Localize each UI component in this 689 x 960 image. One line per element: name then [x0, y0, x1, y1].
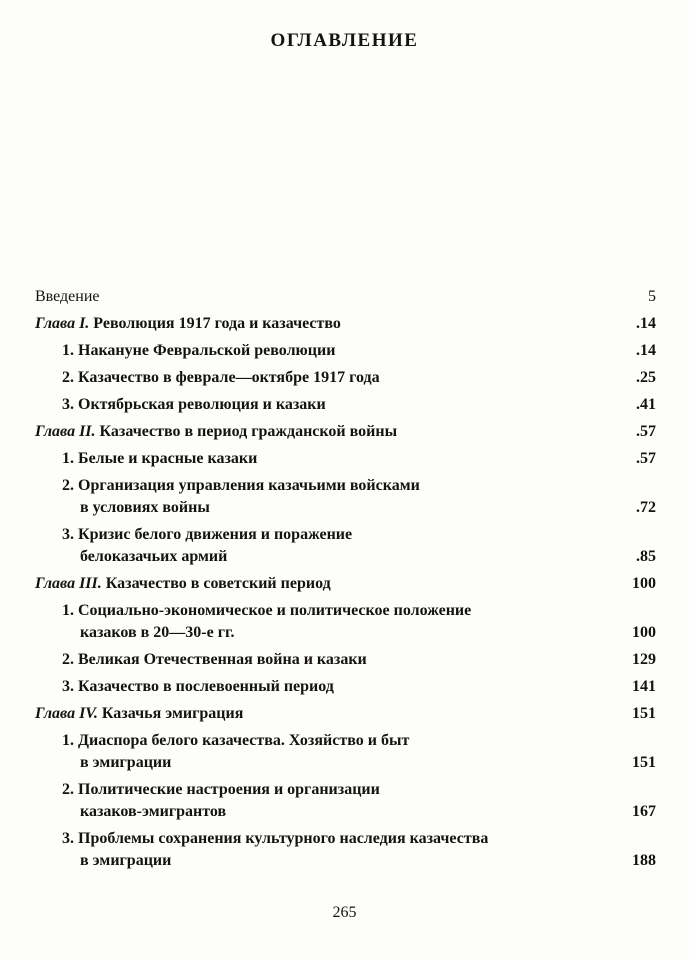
toc-chapter-label: Глава I.	[35, 315, 90, 332]
toc-entry	[35, 421, 656, 443]
toc-entry	[35, 340, 656, 362]
toc-entry-text: Глава IV. Казачья эмиграция	[35, 705, 244, 722]
toc-entry	[35, 676, 656, 698]
toc-entry-page: .57	[636, 450, 656, 467]
toc-entry	[35, 573, 656, 595]
toc-entry-page: 100	[632, 575, 656, 592]
toc-entry-text: 2. Политические настроения и организации казаков-эмигрантов	[62, 781, 380, 820]
toc-entry-page: 151	[632, 705, 656, 722]
toc-entry-page: .72	[636, 499, 656, 516]
toc-entry-text: Введение	[35, 288, 100, 305]
toc-entry-page: 188	[632, 852, 656, 869]
toc-chapter-label: Глава II.	[35, 423, 96, 440]
page-title: ОГЛАВЛЕНИЕ	[270, 30, 419, 51]
toc-entry-page: 5	[648, 288, 656, 305]
toc-entry	[35, 524, 656, 568]
toc-entry-page: 141	[632, 678, 656, 695]
toc-entry-page: .14	[636, 342, 656, 359]
toc-entry-text: 1. Диаспора белого казачества. Хозяйство и быт в эмиграции	[62, 732, 410, 771]
toc-entry	[35, 703, 656, 725]
toc-chapter-label: Глава III.	[35, 575, 102, 592]
toc-entry-text: 2. Великая Отечественная война и казаки	[62, 651, 367, 668]
toc-entry-page: .41	[636, 396, 656, 413]
toc-entry-page: .57	[636, 423, 656, 440]
toc-entry-text: 2. Казачество в феврале—октябре 1917 года	[62, 369, 380, 386]
toc-entry-text: Глава I. Революция 1917 года и казачество	[35, 315, 341, 332]
toc-entry-page: 167	[632, 803, 656, 820]
toc-entry	[35, 394, 656, 416]
toc-entry	[35, 828, 656, 872]
toc-entry-text: 3. Кризис белого движения и поражение белоказачьих армий	[62, 526, 353, 565]
toc-entry	[35, 649, 656, 671]
toc-entry-text: Глава II. Казачество в период гражданской войны	[35, 423, 398, 440]
toc-entry-text: 1. Белые и красные казаки	[62, 450, 258, 467]
toc-entry	[35, 286, 656, 308]
toc-entry	[35, 313, 656, 335]
toc-entry-text: 1. Накануне Февральской революции	[62, 342, 336, 359]
toc-entry-text: 2. Организация управления казачьими войсками в условиях войны	[62, 477, 420, 516]
toc-entry-text: 3. Октябрьская революция и казаки	[62, 396, 326, 413]
toc-entry	[35, 367, 656, 389]
toc-entry	[35, 730, 656, 774]
toc-entry	[35, 475, 656, 519]
toc-entry	[35, 779, 656, 823]
toc-entry-text: 3. Казачество в послевоенный период	[62, 678, 334, 695]
toc-list	[35, 286, 656, 877]
toc-entry-page: .25	[636, 369, 656, 386]
toc-chapter-label: Глава IV.	[35, 705, 98, 722]
toc-entry-page: 151	[632, 754, 656, 771]
toc-entry	[35, 600, 656, 644]
toc-entry	[35, 448, 656, 470]
page-number: 265	[332, 904, 357, 921]
toc-entry-page: .14	[636, 315, 656, 332]
toc-entry-text: Глава III. Казачество в советский период	[35, 575, 331, 592]
toc-entry-page: .85	[636, 548, 656, 565]
toc-entry-page: 129	[632, 651, 656, 668]
toc-entry-text: 1. Социально-экономическое и политическое положение казаков в 20—30-е гг.	[62, 602, 472, 641]
toc-entry-page: 100	[632, 624, 656, 641]
toc-entry-text: 3. Проблемы сохранения культурного наследия казачества в эмиграции	[62, 830, 489, 869]
